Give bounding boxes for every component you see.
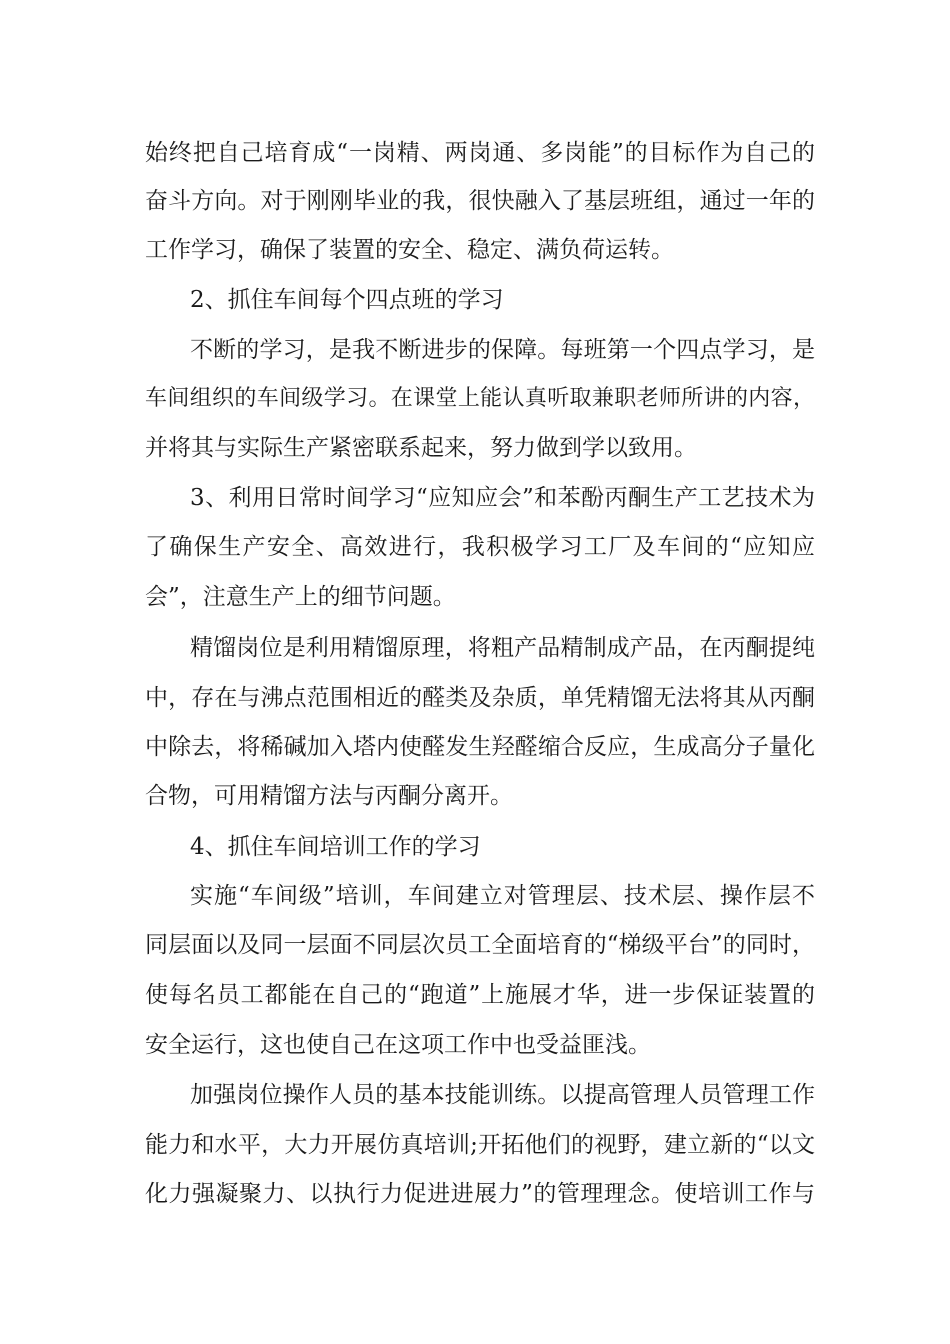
text-line: 工作学习，确保了装置的安全、稳定、满负荷运转。 bbox=[145, 237, 674, 263]
text-line: 化力强凝聚力、以执行力促进进展力”的管理理念。使培训工作与 bbox=[145, 1181, 815, 1207]
text-line: 不断的学习，是我不断进步的保障。每班第一个四点学习，是 bbox=[190, 337, 815, 363]
text-line: 始终把自己培育成“一岗精、两岗通、多岗能”的目标作为自己的 bbox=[145, 140, 815, 166]
text-line: 车间组织的车间级学习。在课堂上能认真听取兼职老师所讲的内容， bbox=[145, 386, 815, 411]
text-line: 3、利用日常时间学习“应知应会”和苯酚丙酮生产工艺技术为 bbox=[190, 485, 815, 511]
text-line: 使每名员工都能在自己的“跑道”上施展才华，进一步保证装置的 bbox=[145, 982, 815, 1008]
section-heading: 2、抓住车间每个四点班的学习 bbox=[190, 287, 504, 313]
text-line: 并将其与实际生产紧密联系起来，努力做到学以致用。 bbox=[145, 435, 697, 461]
text-line: 了确保生产安全、高效进行，我积极学习工厂及车间的“应知应 bbox=[145, 534, 815, 560]
text-line: 同层面以及同一层面不同层次员工全面培育的“梯级平台”的同时， bbox=[145, 932, 815, 958]
section-heading: 4、抓住车间培训工作的学习 bbox=[190, 834, 481, 860]
text-line: 奋斗方向。对于刚刚毕业的我，很快融入了基层班组，通过一年的 bbox=[145, 188, 815, 214]
text-line: 中，存在与沸点范围相近的醛类及杂质，单凭精馏无法将其从丙酮 bbox=[145, 685, 815, 711]
text-line: 实施“车间级”培训，车间建立对管理层、技术层、操作层不 bbox=[190, 883, 815, 909]
text-line: 会”，注意生产上的细节问题。 bbox=[145, 584, 456, 610]
text-line: 合物，可用精馏方法与丙酮分离开。 bbox=[145, 783, 513, 809]
text-line: 加强岗位操作人员的基本技能训练。以提高管理人员管理工作 bbox=[190, 1082, 815, 1108]
text-line: 中除去，将稀碱加入塔内使醛发生羟醛缩合反应，生成高分子量化 bbox=[145, 734, 815, 760]
text-line: 精馏岗位是利用精馏原理，将粗产品精制成产品，在丙酮提纯 bbox=[190, 635, 815, 661]
text-line: 安全运行，这也使自己在这项工作中也受益匪浅。 bbox=[145, 1032, 651, 1058]
text-line: 能力和水平，大力开展仿真培训;开拓他们的视野，建立新的“以文 bbox=[145, 1132, 815, 1158]
